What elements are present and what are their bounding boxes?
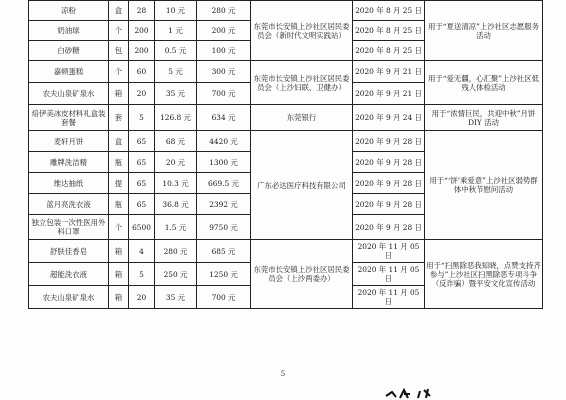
usage-note: 用于“扫黑除恶我知晓，点赞支持齐参与”上沙社区扫黑除恶专项斗争（反诈骗）暨平安文化宣传活动	[425, 240, 543, 309]
unit: 瓶	[109, 194, 129, 215]
item-name: 维达抽纸	[29, 173, 109, 194]
usage-note: 用于“浓情巨民，共迎中秋”月饼 DIY 活动	[425, 105, 543, 131]
donor-org: 东莞银行	[251, 105, 353, 131]
amount: 634 元	[197, 105, 251, 131]
unit: 提	[109, 173, 129, 194]
unit-price: 35 元	[155, 286, 197, 309]
table-row	[29, 105, 543, 131]
unit-price: 10 元	[155, 1, 197, 21]
donation-date: 2020 年 9 月 21 日	[353, 83, 425, 105]
donation-date: 2020 年 11 月 05 日	[353, 263, 425, 286]
quantity: 65	[129, 152, 155, 173]
unit-price: 20 元	[155, 152, 197, 173]
amount: 300 元	[197, 61, 251, 83]
item-name: 白砂糖	[29, 41, 109, 61]
donor-org: 东莞市长安镇上沙社区居民委员会（上沙妇联、卫健办）	[251, 61, 353, 105]
quantity: 5	[129, 263, 155, 286]
item-name: 嘉顿蛋糕	[29, 61, 109, 83]
donation-date: 2020 年 8 月 25 日	[353, 21, 425, 41]
unit-price: 10.3 元	[155, 173, 197, 194]
usage-note: 用于“夏送清凉”上沙社区志愿服务活动	[425, 1, 543, 61]
table-row	[29, 240, 543, 263]
donor-org: 东莞市长安镇上沙社区居民委员会（新时代文明实践站）	[251, 1, 353, 61]
unit: 箱	[109, 286, 129, 309]
quantity: 200	[129, 21, 155, 41]
amount: 280 元	[197, 1, 251, 21]
unit-price: 1.5 元	[155, 215, 197, 240]
item-name: 麦轩月饼	[29, 131, 109, 152]
amount: 700 元	[197, 83, 251, 105]
item-name: 农夫山泉矿泉水	[29, 83, 109, 105]
amount: 4420 元	[197, 131, 251, 152]
quantity: 65	[129, 131, 155, 152]
unit: 盒	[109, 131, 129, 152]
unit-price: 250 元	[155, 263, 197, 286]
unit-price: 126.8 元	[155, 105, 197, 131]
item-name: 舒肤佳香皂	[29, 240, 109, 263]
unit: 包	[109, 41, 129, 61]
quantity: 5	[129, 105, 155, 131]
item-name: 独立包装一次性医用外科口罩	[29, 215, 109, 240]
table-row	[29, 61, 543, 83]
quantity: 60	[129, 61, 155, 83]
amount: 685 元	[197, 240, 251, 263]
donor-org: 广东必达医疗科技有限公司	[251, 131, 353, 240]
item-name: 蓝月亮洗衣液	[29, 194, 109, 215]
unit-price: 68 元	[155, 131, 197, 152]
unit-price: 280 元	[155, 240, 197, 263]
unit: 个	[109, 61, 129, 83]
table-row	[29, 1, 543, 21]
donation-date: 2020 年 9 月 24 日	[353, 105, 425, 131]
amount: 100 元	[197, 41, 251, 61]
amount: 669.5 元	[197, 173, 251, 194]
quantity: 65	[129, 194, 155, 215]
table-row	[29, 131, 543, 152]
quantity: 200	[129, 41, 155, 61]
donation-date: 2020 年 9 月 21 日	[353, 61, 425, 83]
quantity: 20	[129, 83, 155, 105]
unit-price: 1 元	[155, 21, 197, 41]
donation-date: 2020 年 9 月 28 日	[353, 215, 425, 240]
page-number: 5	[280, 370, 286, 378]
quantity: 65	[129, 173, 155, 194]
donation-date: 2020 年 8 月 25 日	[353, 41, 425, 61]
quantity: 20	[129, 286, 155, 309]
donation-date: 2020 年 9 月 28 日	[353, 131, 425, 152]
donation-date: 2020 年 9 月 28 日	[353, 194, 425, 215]
item-name: 农夫山泉矿泉水	[29, 286, 109, 309]
amount: 200 元	[197, 21, 251, 41]
unit: 箱	[109, 263, 129, 286]
quantity: 6500	[129, 215, 155, 240]
amount: 1250 元	[197, 263, 251, 286]
item-name: 凉粉	[29, 1, 109, 21]
amount: 700 元	[197, 286, 251, 309]
unit: 瓶	[109, 152, 129, 173]
amount: 1300 元	[197, 152, 251, 173]
usage-note: 用于“‘饼’乘爱意”上沙社区弱势群体中秋节慰问活动	[425, 131, 543, 240]
unit-price: 0.5 元	[155, 41, 197, 61]
donation-date: 2020 年 11 月 05 日	[353, 240, 425, 263]
donor-org: 东莞市长安镇上沙社区居民委员会（上沙两委办）	[251, 240, 353, 309]
item-name: 焙伊美冰皮材料礼盒装套餐	[29, 105, 109, 131]
usage-note: 用于“爱无疆，心汇聚”上沙社区低残人体检活动	[425, 61, 543, 105]
unit-price: 35 元	[155, 83, 197, 105]
unit: 个	[109, 215, 129, 240]
donation-date: 2020 年 9 月 28 日	[353, 152, 425, 173]
unit: 个	[109, 21, 129, 41]
unit: 箱	[109, 240, 129, 263]
signature-mark	[384, 386, 454, 400]
donation-date: 2020 年 11 月 05 日	[353, 286, 425, 309]
unit: 套	[109, 105, 129, 131]
donation-date: 2020 年 8 月 25 日	[353, 1, 425, 21]
item-name: 超能洗衣液	[29, 263, 109, 286]
donation-date: 2020 年 9 月 28 日	[353, 173, 425, 194]
quantity: 4	[129, 240, 155, 263]
item-name: 奶油球	[29, 21, 109, 41]
unit: 盒	[109, 1, 129, 21]
unit-price: 5 元	[155, 61, 197, 83]
item-name: 雕牌洗洁精	[29, 152, 109, 173]
donation-table	[28, 0, 543, 309]
amount: 9750 元	[197, 215, 251, 240]
amount: 2392 元	[197, 194, 251, 215]
unit-price: 36.8 元	[155, 194, 197, 215]
quantity: 28	[129, 1, 155, 21]
unit: 箱	[109, 83, 129, 105]
